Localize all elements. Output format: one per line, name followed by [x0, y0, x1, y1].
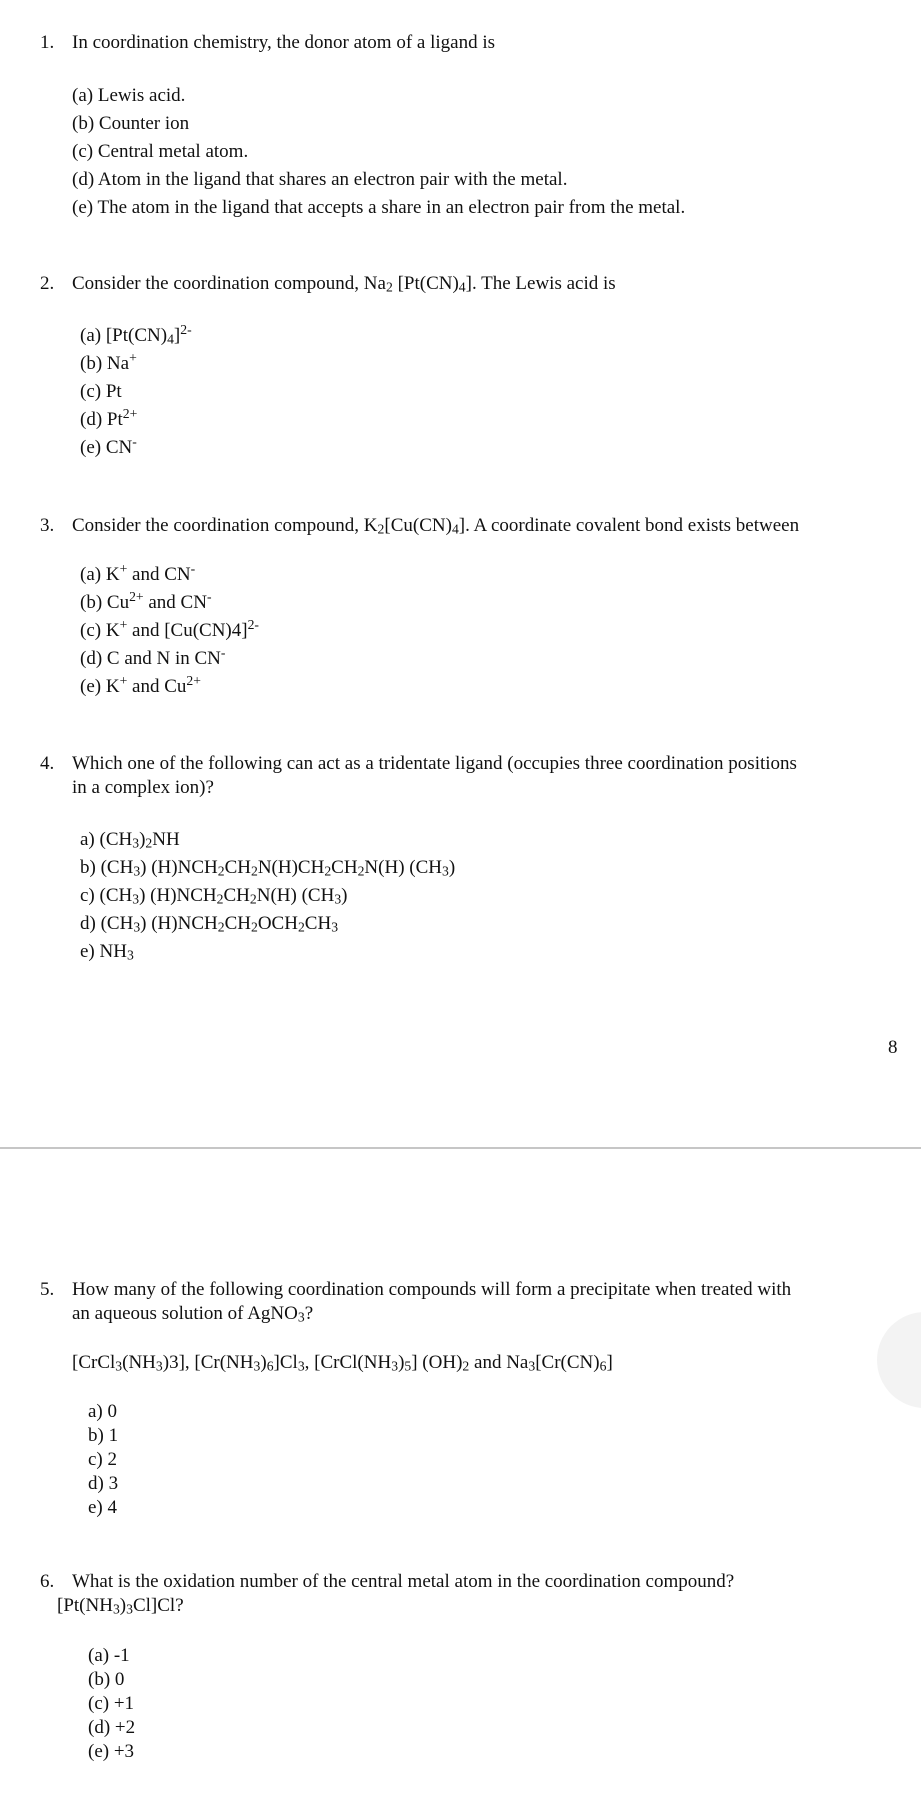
- question-5-option-e: e) 4: [88, 1497, 118, 1518]
- question-2-number: 2.: [40, 273, 55, 294]
- question-4-stem-line-1: Which one of the following can act as a tridentate ligand (occupies three coordination positions: [72, 753, 797, 774]
- question-1-option-c: (c) Central metal atom.: [72, 141, 249, 162]
- question-6-option-d: (d) +2: [88, 1717, 136, 1738]
- question-4-option-d: d) (CH3) (H)NCH2CH2OCH2CH3: [80, 913, 339, 935]
- question-1-option-a: (a) Lewis acid.: [72, 85, 186, 106]
- question-2-option-c: (c) Pt: [80, 381, 122, 402]
- question-3-stem: Consider the coordination compound, K2[Cu(CN)4]. A coordinate covalent bond exists between: [72, 515, 800, 537]
- question-2-option-a: (a) $[Pt(CN)4]^{2-}$: [80, 322, 192, 347]
- question-5-compounds: [CrCl3(NH3)3], [Cr(NH3)6]Cl3, [CrCl(NH3)5] (OH)2 and Na3[Cr(CN)6]: [72, 1352, 613, 1374]
- question-5-number: 5.: [40, 1279, 55, 1300]
- page-break-divider: [0, 1147, 921, 1149]
- question-5-option-a: a) 0: [88, 1401, 118, 1422]
- question-5-option-c: c) 2: [88, 1449, 118, 1470]
- question-3-option-c: (c) K+ and $[Cu(CN)4]^{2-}$: [80, 617, 259, 641]
- question-6-stem-line-1: What is the oxidation number of the central metal atom in the coordination compound?: [72, 1571, 735, 1592]
- question-6-option-a: (a) -1: [88, 1645, 130, 1666]
- question-4-option-b: b) (CH3) (H)NCH2CH2N(H)CH2CH2N(H) (CH3): [80, 857, 456, 879]
- question-3-option-d: (d) C and N in CN-: [80, 645, 226, 669]
- page-number: 8: [888, 1037, 898, 1058]
- question-2-option-e: (e) CN-: [80, 434, 137, 458]
- question-6-option-e: (e) +3: [88, 1741, 135, 1762]
- question-4-option-c: c) (CH3) (H)NCH2CH2N(H) (CH3): [80, 885, 348, 907]
- question-1-option-b: (b) Counter ion: [72, 113, 190, 134]
- question-4-number: 4.: [40, 753, 55, 774]
- question-3-option-b: (b) $Cu^{2+}$ and CN-: [80, 589, 212, 613]
- question-3-number: 3.: [40, 515, 55, 536]
- question-1-option-d: (d) Atom in the ligand that shares an electron pair with the metal.: [72, 169, 568, 190]
- question-5-stem-line-2: an aqueous solution of AgNO3?: [72, 1303, 314, 1325]
- question-3-option-a: (a) K+ and CN-: [80, 561, 196, 585]
- question-1-number: 1.: [40, 32, 55, 53]
- question-2-option-b: (b) Na+: [80, 350, 137, 374]
- question-6-option-b: (b) 0: [88, 1669, 125, 1690]
- question-6-stem-line-2: [Pt(NH3)3Cl]Cl?: [57, 1595, 184, 1617]
- question-4-option-e: e) NH3: [80, 941, 134, 963]
- question-5-option-b: b) 1: [88, 1425, 119, 1446]
- floating-overlay-circle: [877, 1312, 921, 1408]
- question-4-option-a: a) (CH3)2NH: [80, 829, 180, 851]
- question-3-option-e: (e) K+ and $Cu^{2+}$: [80, 673, 201, 697]
- question-5-option-d: d) 3: [88, 1473, 119, 1494]
- question-2-option-d: (d) $Pt^{2+}$: [80, 406, 138, 430]
- question-6-option-c: (c) +1: [88, 1693, 135, 1714]
- question-2-stem: Consider the coordination compound, Na2 [Pt(CN)4]. The Lewis acid is: [72, 273, 616, 295]
- question-1-stem: In coordination chemistry, the donor atom of a ligand is: [72, 32, 496, 53]
- question-6-number: 6.: [40, 1571, 55, 1592]
- question-1-option-e: (e) The atom in the ligand that accepts a share in an electron pair from the metal.: [72, 197, 686, 218]
- question-4-stem-line-2: in a complex ion)?: [72, 777, 214, 798]
- question-5-stem-line-1: How many of the following coordination compounds will form a precipitate when treated with: [72, 1279, 792, 1300]
